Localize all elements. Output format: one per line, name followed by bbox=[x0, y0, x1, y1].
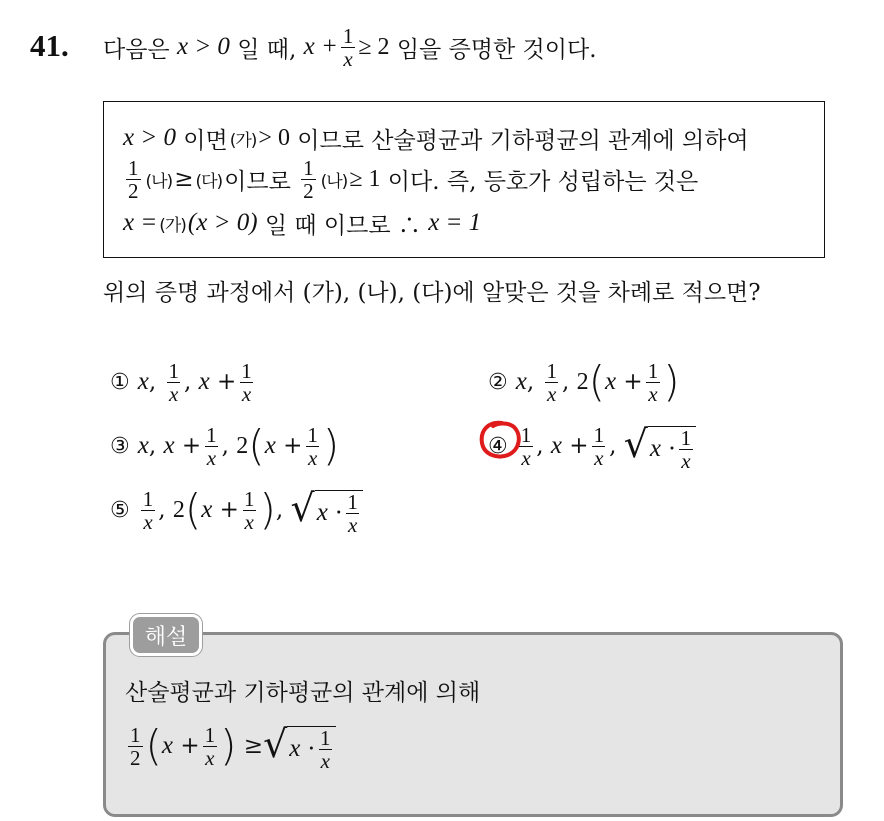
proof-ineq: ≥ 1 bbox=[349, 165, 381, 192]
proof-line-2 bbox=[123, 154, 698, 204]
stem-expr: x + bbox=[303, 33, 338, 60]
proof-text: 이므로 산술평균과 기하평균의 관계에 의하여 bbox=[297, 127, 749, 154]
choice-1[interactable]: ① x , $\frac{1}{x}$ , x + $\frac{1}{x}$ bbox=[110, 358, 252, 406]
choice-number: ② bbox=[488, 369, 508, 395]
proof-result: x = 1 bbox=[428, 209, 482, 236]
proof-eq: x = bbox=[123, 209, 158, 236]
blank-na: (나) bbox=[145, 171, 173, 192]
half-fraction: $\frac{1}{2}$ bbox=[128, 155, 139, 203]
proof-text: 이므로 bbox=[224, 168, 291, 195]
choice-5[interactable]: ⑤ $\frac{1}{x}$ , 2 ( x + $\frac{1}{x}$ ) , √ x · $\frac{1}{x}$ bbox=[110, 480, 363, 540]
proof-cond: x > 0 bbox=[123, 124, 176, 151]
solution-text: 산술평균과 기하평균의 관계에 의해 bbox=[125, 679, 481, 706]
proof-text: 일 때 이므로 ∴ bbox=[264, 212, 421, 239]
choice-number: ① bbox=[110, 369, 130, 395]
choice-number: ⑤ bbox=[110, 497, 130, 523]
geq-symbol: ≥ bbox=[174, 166, 194, 192]
geq-symbol: ≥ bbox=[243, 733, 264, 759]
solution-tag: 해설 bbox=[130, 614, 202, 656]
choice-3[interactable]: ③ x , x + $\frac{1}{x}$ , 2 ( x + $\frac{1}{x}$ ) bbox=[110, 421, 340, 470]
stem-fraction: $\frac{1}{x}$ bbox=[342, 23, 354, 71]
choice-2[interactable]: ② x , $\frac{1}{x}$ , 2 ( x + $\frac{1}{x}$ ) bbox=[488, 357, 680, 406]
choice-number: ④ bbox=[488, 433, 508, 459]
half-fraction: $\frac{1}{2}$ bbox=[303, 155, 314, 203]
question-number: 41. bbox=[30, 28, 69, 63]
stem-text-1: 다음은 bbox=[103, 36, 170, 63]
blank-da: (다) bbox=[195, 171, 223, 192]
proof-text: 이면 bbox=[183, 127, 228, 154]
question-stem bbox=[103, 22, 597, 72]
choice-number: ③ bbox=[110, 433, 130, 459]
blank-na: (나) bbox=[320, 171, 348, 192]
blank-ga: (가) bbox=[229, 130, 257, 151]
blank-ga: (가) bbox=[159, 215, 186, 236]
stem-text-3: 임을 증명한 것이다. bbox=[396, 36, 597, 63]
stem-condition: x > 0 bbox=[176, 33, 230, 60]
stem-inequality: ≥ 2 bbox=[358, 33, 390, 60]
proof-text: 이다. 즉, 등호가 성립하는 것은 bbox=[387, 168, 699, 195]
proof-ineq: > 0 bbox=[258, 124, 290, 151]
proof-line-1 bbox=[123, 121, 749, 155]
stem-text-2: 일 때, bbox=[237, 36, 297, 63]
proof-cond: (x > 0) bbox=[187, 209, 258, 236]
proof-line-3 bbox=[123, 206, 481, 240]
choice-4[interactable]: ④ $\frac{1}{x}$ , x + $\frac{1}{x}$ , √ x · $\frac{1}{x}$ bbox=[488, 416, 696, 476]
question-prompt: 위의 증명 과정에서 (가), (나), (다)에 알맞은 것을 차례로 적으면? bbox=[103, 279, 761, 306]
solution-formula: $\frac{1}{2}$ ( x + $\frac{1}{x}$ ) ≥ √ x · $\frac{1}{x}$ bbox=[125, 714, 336, 778]
